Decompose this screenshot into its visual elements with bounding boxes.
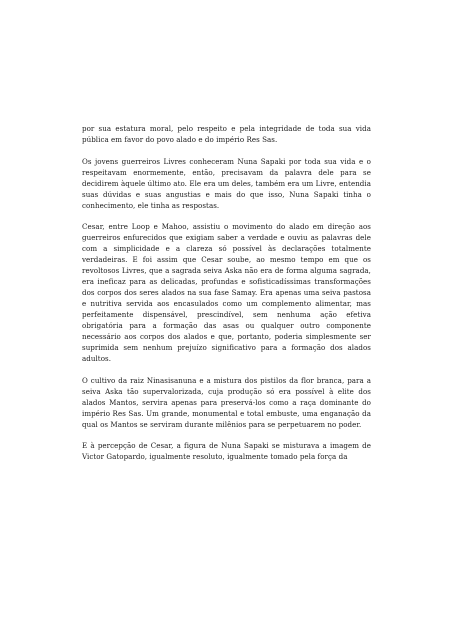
paragraph-2: Os jovens guerreiros Livres conheceram Nuna Sapaki por toda sua vida e o respeitavam enormemente, então, precisavam da palavra dele para se decidirem àquele último ato. Ele era um deles, também era um Livre, entendia suas dúvidas e suas angustias e mais do que isso, Nuna Sapaki tinha o conhecimento, ele tinha as respostas. [82, 156, 371, 210]
paragraph-1: por sua estatura moral, pelo respeito e pela integridade de toda sua vida pública em favor do povo alado e do império Res Sas. [82, 124, 371, 144]
paragraph-4: O cultivo da raiz Ninasisanuna e a mistura dos pistilos da flor branca, para a seiva Aska tão supervalorizada, cuja produção só era possível à elite dos alados Mantos, servira apenas para preservá-los como a raça dominante do império Res Sas. Um grande, monumental e total embuste, uma enganação da qual os Mantos se serviram durante milênios para se perpetuarem no poder. [82, 375, 371, 429]
document-body [82, 123, 371, 473]
paragraph-5: E à percepção de Cesar, a figura de Nuna Sapaki se misturava a imagem de Victor Gatopardo, igualmente resoluto, igualmente tomado pela força da [82, 441, 371, 461]
paragraph-3: Cesar, entre Loop e Mahoo, assistiu o movimento do alado em direção aos guerreiros enfurecidos que exigiam saber a verdade e ouviu as palavras dele com a simplicidade e a clareza só possível às declarações totalmente verdadeiras. E foi assim que Cesar soube, ao mesmo tempo em que os revoltosos Livres, que a sagrada seiva Aska não era de forma alguma sagrada, era ineficaz para as delicadas, profundas e sofisticadíssimas transformações dos corpos dos seres alados na sua fase Samay. Era apenas uma seiva pastosa e nutritiva servida aos encasulados como um complemento alimentar, mas perfeitamente dispensável, prescindível, sem nenhuma ação efetiva obrigatória para a formação das asas ou qualquer outro componente necessário aos corpos dos alados e que, portanto, poderia simplesmente ser suprimida sem nenhum prejuízo significativo para a formação dos alados adultos. [82, 222, 371, 363]
